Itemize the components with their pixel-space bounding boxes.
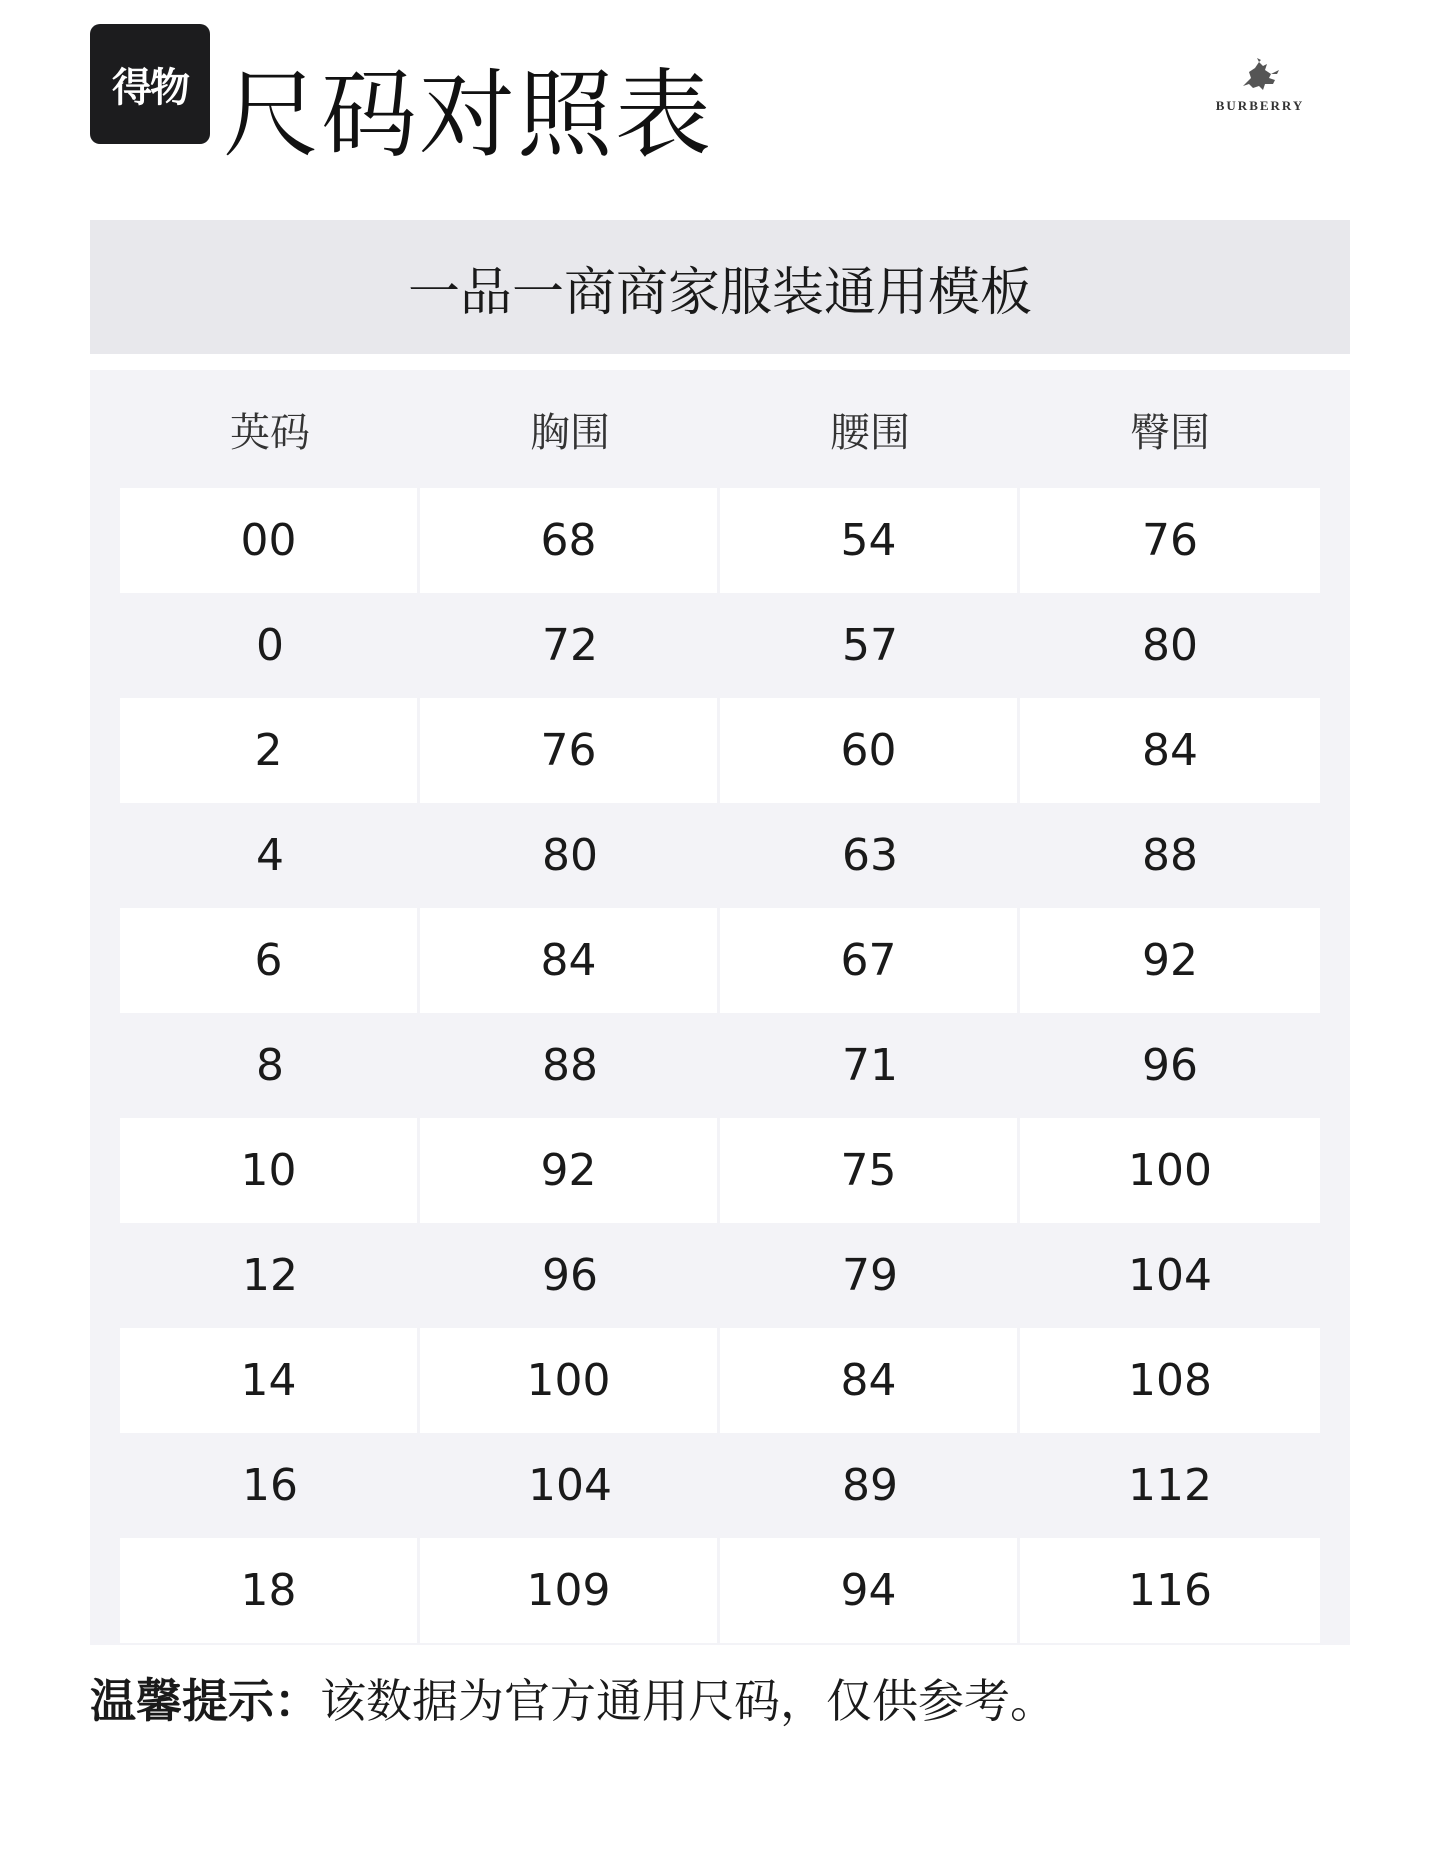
table-cell: 10 (120, 1118, 420, 1223)
table-cell: 88 (1142, 830, 1198, 881)
table-cell: 2 (120, 698, 420, 803)
table-cell: 57 (842, 620, 898, 671)
table-cell: 76 (420, 698, 720, 803)
logo-text: 得物 (112, 64, 188, 111)
table-body (120, 488, 1320, 1643)
column-header: 英码 (230, 409, 310, 456)
table-cell: 100 (420, 1328, 720, 1433)
table-cell: 104 (1128, 1250, 1212, 1301)
table-cell: 60 (720, 698, 1020, 803)
table-row (120, 1433, 1320, 1538)
column-header: 臀围 (1130, 409, 1210, 456)
dewu-logo (90, 24, 210, 144)
template-banner (90, 220, 1350, 354)
table-row (120, 1223, 1320, 1328)
table-cell: 16 (242, 1460, 298, 1511)
page-header (90, 22, 1350, 172)
table-header (120, 370, 1320, 488)
table-cell: 96 (542, 1250, 598, 1301)
tip-label: 温馨提示： (90, 1674, 320, 1728)
table-cell: 4 (256, 830, 284, 881)
table-cell: 54 (720, 488, 1020, 593)
table-row (120, 1118, 1320, 1223)
table-cell: 108 (1020, 1328, 1320, 1433)
table-cell: 18 (120, 1538, 420, 1643)
table-cell: 112 (1128, 1460, 1212, 1511)
table-row (120, 488, 1320, 593)
table-cell: 0 (256, 620, 284, 671)
table-cell: 67 (720, 908, 1020, 1013)
table-cell: 84 (720, 1328, 1020, 1433)
knight-icon (1237, 56, 1283, 96)
brand-name: BURBERRY (1215, 98, 1305, 113)
table-cell: 109 (420, 1538, 720, 1643)
table-cell: 92 (420, 1118, 720, 1223)
table-cell: 96 (1142, 1040, 1198, 1091)
table-cell: 84 (1020, 698, 1320, 803)
table-cell: 104 (528, 1460, 612, 1511)
table-cell: 89 (842, 1460, 898, 1511)
table-row (120, 1538, 1320, 1643)
table-cell: 6 (120, 908, 420, 1013)
brand-logo (1190, 56, 1330, 126)
table-row (120, 593, 1320, 698)
table-row (120, 698, 1320, 803)
table-cell: 12 (242, 1250, 298, 1301)
table-row (120, 908, 1320, 1013)
table-cell: 76 (1020, 488, 1320, 593)
size-table (90, 370, 1350, 1645)
table-cell: 68 (420, 488, 720, 593)
table-cell: 94 (720, 1538, 1020, 1643)
tip-text: 该数据为官方通用尺码，仅供参考。 (320, 1674, 1056, 1728)
banner-text: 一品一商商家服装通用模板 (407, 262, 1032, 323)
table-cell: 75 (720, 1118, 1020, 1223)
table-cell: 14 (120, 1328, 420, 1433)
table-cell: 84 (420, 908, 720, 1013)
table-cell: 116 (1020, 1538, 1320, 1643)
table-cell: 71 (842, 1040, 898, 1091)
column-header: 腰围 (830, 409, 910, 456)
table-cell: 100 (1020, 1118, 1320, 1223)
table-cell: 80 (542, 830, 598, 881)
table-row (120, 1328, 1320, 1433)
table-row (120, 803, 1320, 908)
table-cell: 88 (542, 1040, 598, 1091)
tip-note (90, 1665, 1056, 1731)
table-cell: 72 (542, 620, 598, 671)
table-row (120, 1013, 1320, 1118)
table-cell: 79 (842, 1250, 898, 1301)
page-title: 尺码对照表 (223, 59, 713, 171)
table-cell: 8 (256, 1040, 284, 1091)
table-cell: 63 (842, 830, 898, 881)
table-cell: 92 (1020, 908, 1320, 1013)
table-cell: 00 (120, 488, 420, 593)
column-header: 胸围 (530, 409, 610, 456)
table-cell: 80 (1142, 620, 1198, 671)
